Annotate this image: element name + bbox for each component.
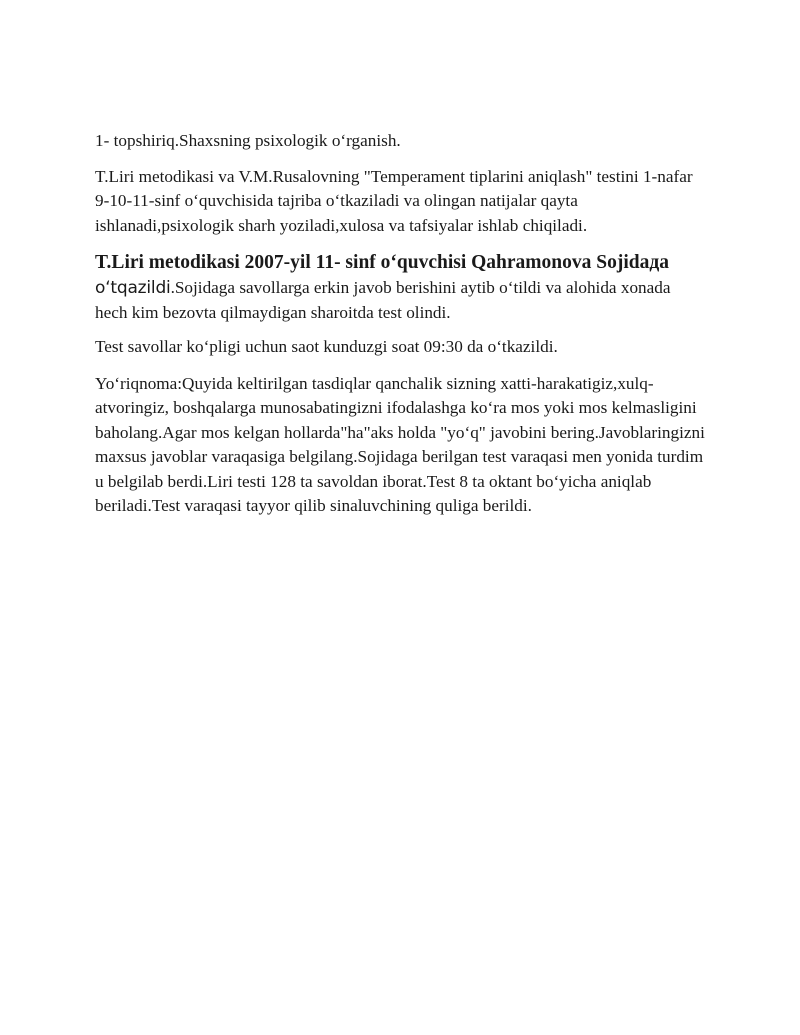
task-title: 1- topshiriq.Shaxsning psixologik o‘rganish.	[95, 131, 401, 150]
method-description: .Sojidaga savollarga erkin javob berishini aytib o‘tildi va alohida xonada hech kim bezovta qilmaydigan sharoitda test olindi.	[95, 278, 671, 322]
method-heading-verb: o‘tqazildi	[95, 278, 171, 298]
time-paragraph: Test savollar ko‘pligi uchun saot kunduzgi soat 09:30 da o‘tkazildi.	[95, 337, 558, 356]
intro-paragraph: T.Liri metodikasi va V.M.Rusalovning "Temperament tiplarini aniqlash" testini 1-nafar 9-10-11-sinf o‘quvchisida tajriba o‘tkaziladi va olingan natijalar qayta ishlanadi,psixologik sharh yoziladi,xulosa va tafsiyalar ishlab chiqiladi.	[95, 166, 693, 235]
method-paragraph	[95, 250, 705, 325]
method-heading: T.Liri metodikasi 2007-yil 11- sinf o‘quvchisi Qahramonova Sojidaда	[95, 252, 669, 273]
document-body	[95, 129, 705, 531]
instruction-paragraph: Yo‘riqnoma:Quyida keltirilgan tasdiqlar qanchalik sizning xatti-harakatigiz,xulq-atvoringiz, boshqalarga munosabatingizni ifodalashga ko‘ra mos yoki mos kelmasligini baholang.Agar mos kelgan hollarda"ha"aks holda "yo‘q" javobini bering.Javoblaringizni maxsus javoblar varaqasiga belgilang.Sojidaga berilgan test varaqasi men yonida turdim u belgilab berdi.Liri testi 128 ta savoldan iborat.Test 8 ta oktant bo‘yicha aniqlab beriladi.Test varaqasi tayyor qilib sinaluvchining quliga berildi.	[95, 373, 705, 515]
